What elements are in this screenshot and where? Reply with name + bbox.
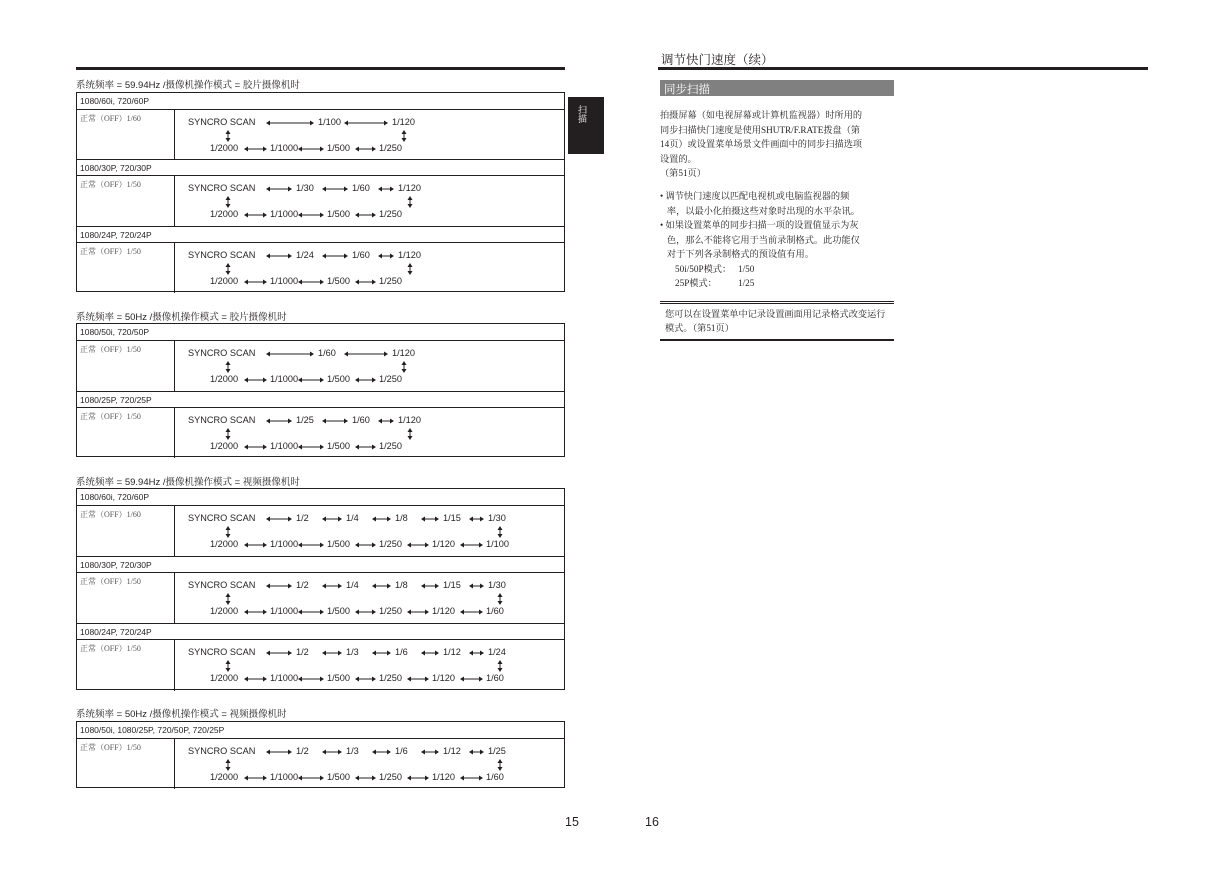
double-arrow-icon [266, 516, 292, 522]
vertical-double-arrow-icon [225, 660, 231, 672]
shutter-value: 1/24 [488, 647, 506, 657]
double-arrow-icon [322, 186, 348, 192]
double-arrow-icon [460, 775, 483, 781]
section-title: 系统频率 = 50Hz /摄像机操作模式 = 视频摄像机时 [76, 709, 287, 720]
column-divider [174, 506, 175, 556]
double-arrow-icon [469, 749, 484, 755]
page-number-right: 16 [645, 815, 659, 829]
shutter-value: 1/1000 [270, 374, 299, 384]
column-divider [174, 640, 175, 691]
shutter-value: 1/1000 [270, 143, 299, 153]
shutter-value: 1/12 [443, 647, 461, 657]
shutter-value: 1/120 [432, 539, 455, 549]
double-arrow-icon [244, 609, 267, 615]
vertical-double-arrow-icon [497, 593, 503, 605]
vertical-double-arrow-icon [225, 196, 231, 208]
paragraph-line: 14页）或设置菜单场景文件画面中的同步扫描选项 [660, 139, 863, 149]
format-header: 1080/50i, 720/50P [80, 327, 150, 337]
double-arrow-icon [298, 146, 324, 152]
shutter-value: 1/1000 [270, 441, 299, 451]
section-title: 系统频率 = 59.94Hz /摄像机操作模式 = 视频摄像机时 [76, 477, 300, 488]
format-header: 1080/60i, 720/60P [80, 96, 150, 106]
vertical-double-arrow-icon [401, 361, 407, 373]
shutter-value: 1/500 [327, 606, 350, 616]
shutter-value: 1/250 [379, 374, 402, 384]
shutter-value: 1/120 [398, 250, 421, 260]
double-arrow-icon [421, 516, 439, 522]
shutter-value: 1/1000 [270, 606, 299, 616]
normal-setting: 正常（OFF）1/50 [80, 743, 141, 752]
paragraph-line: （第51页） [660, 168, 706, 178]
subsection-title: 同步扫描 [664, 84, 710, 96]
double-arrow-icon [266, 351, 314, 357]
vertical-double-arrow-icon [401, 130, 407, 142]
normal-setting: 正常（OFF）1/50 [80, 577, 141, 586]
double-arrow-icon [355, 676, 376, 682]
double-arrow-icon [407, 609, 429, 615]
shutter-value: 1/1000 [270, 673, 299, 683]
shutter-value: 1/24 [296, 250, 314, 260]
shutter-row [77, 639, 564, 691]
double-arrow-icon [244, 212, 267, 218]
double-arrow-icon [355, 279, 376, 285]
shutter-row [77, 505, 564, 556]
vertical-double-arrow-icon [225, 759, 231, 771]
vertical-double-arrow-icon [225, 593, 231, 605]
shutter-row [77, 175, 564, 226]
double-arrow-icon [344, 120, 388, 126]
shutter-value: 1/250 [379, 441, 402, 451]
syncro-scan-label: SYNCRO SCAN [188, 117, 256, 127]
shutter-value: 1/12 [443, 746, 461, 756]
bullet-line: • 调节快门速度以匹配电视机或电脑监视器的频 [660, 191, 850, 201]
double-arrow-icon [244, 146, 267, 152]
format-header: 1080/50i, 1080/25P, 720/50P, 720/25P [80, 725, 225, 735]
shutter-value: 1/500 [327, 209, 350, 219]
shutter-value: 1/2 [296, 647, 309, 657]
column-divider [174, 243, 175, 293]
double-arrow-icon [244, 775, 267, 781]
double-arrow-icon [469, 650, 484, 656]
shutter-value: 1/2000 [210, 143, 239, 153]
double-arrow-icon [298, 444, 324, 450]
section-tab-label: 扫描 [577, 105, 587, 123]
shutter-value: 1/2000 [210, 673, 239, 683]
normal-setting: 正常（OFF）1/50 [80, 412, 141, 421]
shutter-table [76, 721, 565, 788]
shutter-value: 1/60 [352, 415, 370, 425]
double-arrow-icon [355, 146, 376, 152]
bullet-line: • 如果设置菜单的同步扫描一项的设置值显示为灰 [660, 220, 859, 230]
shutter-value: 1/500 [327, 772, 350, 782]
shutter-value: 1/1000 [270, 539, 299, 549]
double-arrow-icon [355, 775, 376, 781]
shutter-value: 1/4 [346, 513, 359, 523]
normal-setting: 正常（OFF）1/50 [80, 644, 141, 653]
double-arrow-icon [469, 583, 484, 589]
double-arrow-icon [460, 542, 483, 548]
shutter-value: 1/250 [379, 539, 402, 549]
bullet-line: 对于下列各录制格式的预设值有用。 [660, 249, 814, 259]
shutter-value: 1/30 [488, 580, 506, 590]
format-header: 1080/24P, 720/24P [77, 623, 564, 639]
column-divider [174, 408, 175, 458]
double-arrow-icon [266, 418, 292, 424]
intro-paragraph [660, 108, 862, 181]
double-arrow-icon [421, 650, 439, 656]
shutter-value: 1/8 [395, 513, 408, 523]
double-arrow-icon [298, 377, 324, 383]
normal-setting: 正常（OFF）1/60 [80, 510, 141, 519]
double-arrow-icon [460, 609, 483, 615]
double-arrow-icon [266, 583, 292, 589]
bullet-line: 色，那么不能将它用于当前录制格式。此功能仅 [660, 234, 860, 245]
page-number-left: 15 [565, 815, 579, 829]
shutter-value: 1/60 [486, 606, 504, 616]
shutter-value: 1/120 [432, 606, 455, 616]
shutter-value: 1/500 [327, 374, 350, 384]
shutter-value: 1/500 [327, 673, 350, 683]
vertical-double-arrow-icon [497, 660, 503, 672]
shutter-row [77, 242, 564, 293]
format-header: 1080/25P, 720/25P [77, 391, 564, 407]
column-divider [174, 110, 175, 159]
shutter-value: 1/15 [443, 513, 461, 523]
paragraph-line: 同步扫描快门速度是使用SHUTR/F.RATE拨盘（第 [660, 124, 861, 135]
normal-setting: 正常（OFF）1/60 [80, 114, 141, 123]
double-arrow-icon [266, 186, 292, 192]
shutter-row [77, 407, 564, 458]
syncro-scan-label: SYNCRO SCAN [188, 513, 256, 523]
double-arrow-icon [322, 583, 342, 589]
vertical-double-arrow-icon [407, 196, 413, 208]
vertical-double-arrow-icon [407, 428, 413, 440]
double-arrow-icon [322, 253, 348, 259]
shutter-value: 1/60 [486, 673, 504, 683]
shutter-value: 1/120 [432, 772, 455, 782]
double-arrow-icon [266, 253, 292, 259]
double-arrow-icon [244, 444, 267, 450]
left-top-rule [76, 67, 565, 70]
double-arrow-icon [355, 542, 376, 548]
shutter-value: 1/25 [488, 746, 506, 756]
shutter-value: 1/250 [379, 143, 402, 153]
shutter-value: 1/250 [379, 673, 402, 683]
shutter-value: 1/250 [379, 772, 402, 782]
double-arrow-icon [298, 676, 324, 682]
shutter-value: 1/1000 [270, 276, 299, 286]
shutter-value: 1/100 [486, 539, 509, 549]
column-divider [174, 341, 175, 391]
double-arrow-icon [266, 650, 292, 656]
syncro-scan-label: SYNCRO SCAN [188, 580, 256, 590]
double-arrow-icon [378, 186, 394, 192]
shutter-value: 1/3 [346, 746, 359, 756]
shutter-value: 1/120 [392, 117, 415, 127]
double-arrow-icon [407, 542, 429, 548]
shutter-value: 1/60 [352, 183, 370, 193]
section-title: 系统频率 = 50Hz /摄像机操作模式 = 胶片摄像机时 [76, 312, 287, 323]
shutter-value: 1/1000 [270, 772, 299, 782]
double-arrow-icon [355, 377, 376, 383]
vertical-double-arrow-icon [497, 759, 503, 771]
shutter-table [76, 323, 565, 457]
shutter-value: 1/120 [398, 183, 421, 193]
shutter-value: 1/2000 [210, 209, 239, 219]
double-arrow-icon [298, 279, 324, 285]
column-divider [174, 573, 175, 623]
column-divider [174, 739, 175, 789]
syncro-scan-label: SYNCRO SCAN [188, 348, 256, 358]
shutter-row [77, 572, 564, 623]
double-arrow-icon [469, 516, 484, 522]
double-arrow-icon [266, 749, 292, 755]
shutter-value: 1/2000 [210, 772, 239, 782]
section-title: 系统频率 = 59.94Hz /摄像机操作模式 = 胶片摄像机时 [76, 80, 300, 91]
shutter-table [76, 92, 565, 292]
shutter-value: 1/6 [395, 647, 408, 657]
double-arrow-icon [378, 253, 394, 259]
double-arrow-icon [378, 418, 394, 424]
double-arrow-icon [298, 775, 324, 781]
double-arrow-icon [460, 676, 483, 682]
preset-label: 25P模式： [675, 278, 717, 288]
double-arrow-icon [407, 676, 429, 682]
shutter-value: 1/120 [398, 415, 421, 425]
shutter-value: 1/250 [379, 276, 402, 286]
shutter-value: 1/250 [379, 606, 402, 616]
double-arrow-icon [244, 676, 267, 682]
shutter-value: 1/6 [395, 746, 408, 756]
shutter-value: 1/500 [327, 276, 350, 286]
syncro-scan-label: SYNCRO SCAN [188, 746, 256, 756]
shutter-value: 1/500 [327, 441, 350, 451]
double-arrow-icon [421, 749, 439, 755]
subsection-bar [660, 80, 894, 96]
double-arrow-icon [322, 650, 342, 656]
normal-setting: 正常（OFF）1/50 [80, 345, 141, 354]
shutter-value: 1/2000 [210, 539, 239, 549]
double-arrow-icon [322, 749, 342, 755]
vertical-double-arrow-icon [225, 526, 231, 538]
shutter-value: 1/2000 [210, 441, 239, 451]
vertical-double-arrow-icon [225, 428, 231, 440]
shutter-value: 1/2000 [210, 606, 239, 616]
shutter-value: 1/4 [346, 580, 359, 590]
column-divider [174, 176, 175, 226]
shutter-value: 1/25 [296, 415, 314, 425]
vertical-double-arrow-icon [407, 263, 413, 275]
double-arrow-icon [372, 583, 391, 589]
double-arrow-icon [344, 351, 388, 357]
shutter-value: 1/30 [488, 513, 506, 523]
double-arrow-icon [421, 583, 439, 589]
shutter-value: 1/250 [379, 209, 402, 219]
bullet-line: 率，以最小化拍摄这些对象时出现的水平杂讯。 [660, 205, 860, 216]
shutter-value: 1/2 [296, 746, 309, 756]
shutter-value: 1/2000 [210, 374, 239, 384]
double-arrow-icon [322, 516, 342, 522]
paragraph-line: 设置的。 [660, 153, 697, 164]
double-arrow-icon [372, 650, 391, 656]
shutter-value: 1/1000 [270, 209, 299, 219]
shutter-value: 1/120 [392, 348, 415, 358]
vertical-double-arrow-icon [225, 130, 231, 142]
shutter-row [77, 340, 564, 391]
preset-row [660, 276, 860, 291]
shutter-value: 1/30 [296, 183, 314, 193]
double-arrow-icon [266, 120, 314, 126]
normal-setting: 正常（OFF）1/50 [80, 247, 141, 256]
shutter-value: 1/500 [327, 143, 350, 153]
shutter-value: 1/60 [486, 772, 504, 782]
preset-value: 1/50 [738, 263, 755, 274]
format-header: 1080/24P, 720/24P [77, 226, 564, 242]
shutter-value: 1/2 [296, 513, 309, 523]
shutter-value: 1/120 [432, 673, 455, 683]
double-arrow-icon [322, 418, 348, 424]
shutter-value: 1/8 [395, 580, 408, 590]
shutter-row [77, 109, 564, 159]
shutter-value: 1/2000 [210, 276, 239, 286]
note-text: 您可以在设置菜单中记录设置画面用记录格式改变运行模式。（第51页） [665, 309, 886, 333]
format-header: 1080/60i, 720/60P [80, 492, 150, 502]
double-arrow-icon [244, 542, 267, 548]
double-arrow-icon [298, 212, 324, 218]
shutter-value: 1/500 [327, 539, 350, 549]
right-page-title: 调节快门速度（续） [661, 53, 774, 67]
right-top-rule [658, 67, 1148, 70]
syncro-scan-label: SYNCRO SCAN [188, 415, 256, 425]
double-arrow-icon [244, 279, 267, 285]
normal-setting: 正常（OFF）1/50 [80, 180, 141, 189]
shutter-value: 1/100 [318, 117, 341, 127]
double-arrow-icon [355, 212, 376, 218]
paragraph-line: 拍摄屏幕（如电视屏幕或计算机监视器）时所用的 [660, 110, 863, 120]
syncro-scan-label: SYNCRO SCAN [188, 647, 256, 657]
shutter-value: 1/60 [318, 348, 336, 358]
shutter-value: 1/3 [346, 647, 359, 657]
format-header: 1080/30P, 720/30P [77, 159, 564, 175]
syncro-scan-label: SYNCRO SCAN [188, 250, 256, 260]
format-header: 1080/30P, 720/30P [77, 556, 564, 572]
preset-value: 1/25 [738, 278, 755, 288]
double-arrow-icon [355, 444, 376, 450]
double-arrow-icon [244, 377, 267, 383]
double-arrow-icon [407, 775, 429, 781]
vertical-double-arrow-icon [225, 361, 231, 373]
note-box [660, 301, 894, 341]
vertical-double-arrow-icon [225, 263, 231, 275]
syncro-scan-label: SYNCRO SCAN [188, 183, 256, 193]
bullet-list [660, 189, 860, 291]
shutter-value: 1/15 [443, 580, 461, 590]
shutter-value: 1/60 [352, 250, 370, 260]
shutter-row [77, 738, 564, 789]
double-arrow-icon [372, 749, 391, 755]
preset-label: 50i/50P模式： [675, 263, 732, 274]
shutter-value: 1/2 [296, 580, 309, 590]
double-arrow-icon [298, 542, 324, 548]
section-tab [568, 97, 604, 154]
preset-row [660, 262, 860, 277]
double-arrow-icon [355, 609, 376, 615]
shutter-table [76, 488, 565, 690]
double-arrow-icon [372, 516, 391, 522]
vertical-double-arrow-icon [497, 526, 503, 538]
double-arrow-icon [298, 609, 324, 615]
